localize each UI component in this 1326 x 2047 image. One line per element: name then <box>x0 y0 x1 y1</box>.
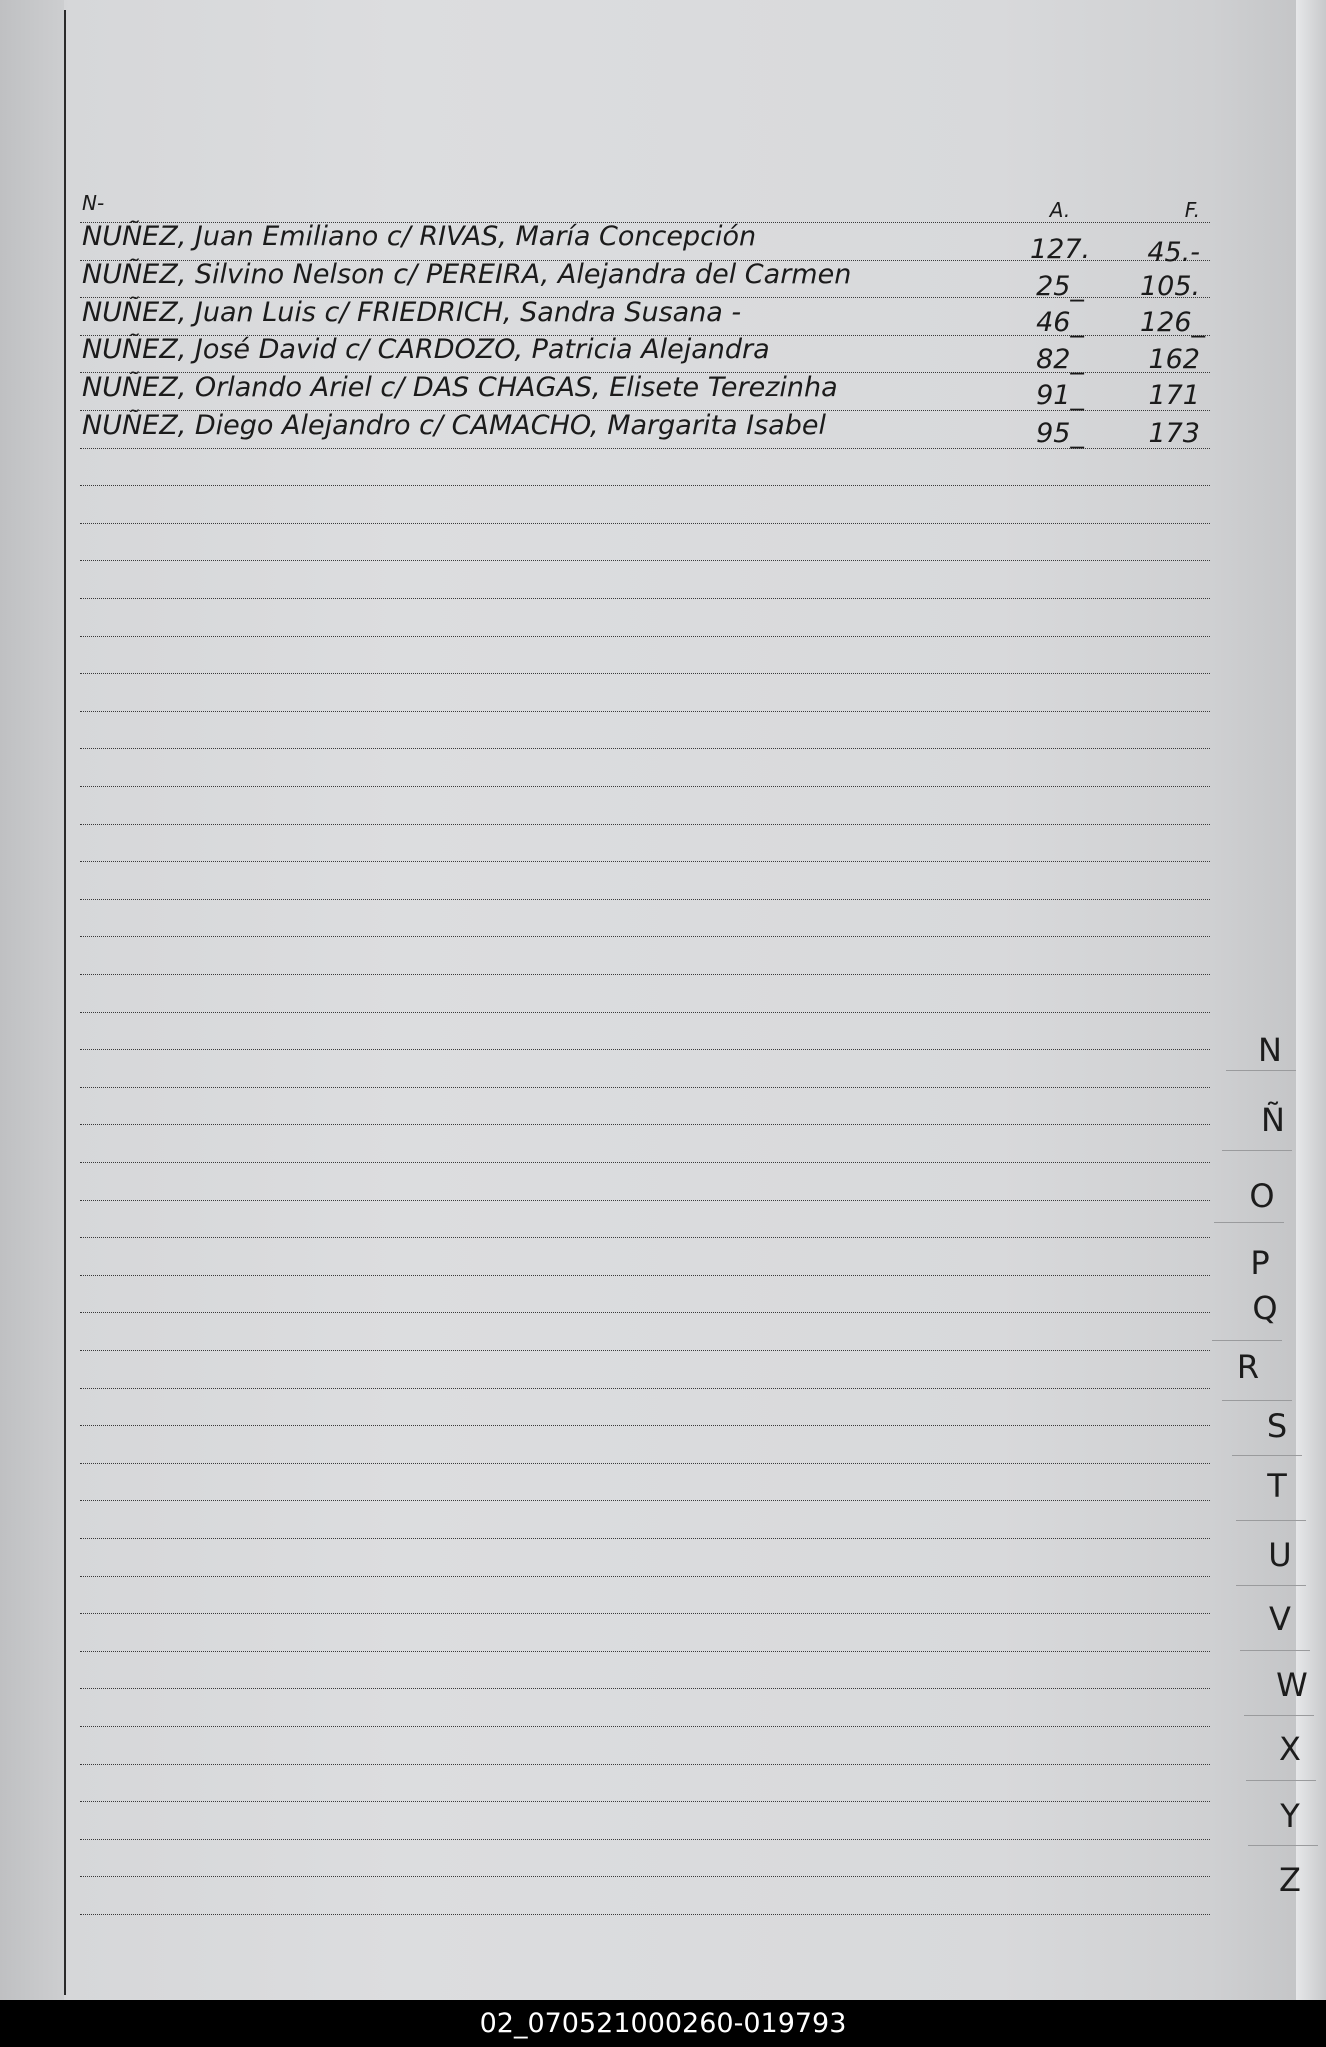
entry-f-number: 126_ <box>1140 307 1206 338</box>
ruled-line <box>80 598 1210 599</box>
ruled-line <box>80 1087 1210 1088</box>
ruled-line <box>80 1876 1210 1877</box>
ruled-line <box>80 1764 1210 1765</box>
ruled-line <box>80 1726 1210 1727</box>
ruled-line <box>80 1162 1210 1163</box>
entry-f-number: 105. <box>1140 271 1201 302</box>
ruled-line <box>80 786 1210 787</box>
index-tab-u[interactable]: U <box>1268 1536 1292 1574</box>
entry-f-number: 45.- <box>1147 237 1200 268</box>
ruled-line <box>80 899 1210 900</box>
ruled-line <box>80 1688 1210 1689</box>
index-tab-v[interactable]: V <box>1269 1600 1291 1638</box>
tab-divider <box>1240 1650 1310 1651</box>
ruled-line <box>80 861 1210 862</box>
section-letter: N- <box>82 191 105 215</box>
tab-divider <box>1244 1715 1314 1716</box>
ruled-line <box>80 1312 1210 1313</box>
page-left-margin <box>0 0 64 2000</box>
ruled-line <box>80 1275 1210 1276</box>
index-tab-enye[interactable]: Ñ <box>1261 1101 1285 1139</box>
tab-divider <box>1226 1070 1296 1071</box>
index-tab-z[interactable]: Z <box>1279 1861 1301 1899</box>
entry-a-number: 91_ <box>1036 380 1084 411</box>
ruled-line <box>80 1463 1210 1464</box>
ruled-line <box>80 1350 1210 1351</box>
entry-f-number: 173 <box>1148 418 1200 449</box>
index-tab-w[interactable]: W <box>1276 1666 1308 1704</box>
ruled-line <box>80 1425 1210 1426</box>
index-tab-n[interactable]: N <box>1258 1031 1282 1069</box>
ruled-line <box>80 560 1210 561</box>
ruled-line <box>80 1012 1210 1013</box>
tab-divider <box>1236 1585 1306 1586</box>
entry-f-number: 162 <box>1148 344 1200 375</box>
entry-a-number: 127. <box>1030 234 1091 265</box>
ruled-line <box>80 1388 1210 1389</box>
entry-name: NUÑEZ, Juan Luis c/ FRIEDRICH, Sandra Susana - <box>82 297 742 328</box>
ruled-line <box>80 1914 1210 1915</box>
ruled-line <box>80 523 1210 524</box>
ruled-line <box>80 1237 1210 1238</box>
ruled-line <box>80 485 1210 486</box>
index-tab-o[interactable]: O <box>1249 1177 1275 1215</box>
entry-a-number: 95_ <box>1036 418 1084 449</box>
ruled-line <box>80 974 1210 975</box>
index-tab-q[interactable]: Q <box>1252 1289 1278 1327</box>
column-header-a: A. <box>1049 198 1071 222</box>
index-tab-r[interactable]: R <box>1236 1348 1260 1386</box>
ruled-line <box>80 1538 1210 1539</box>
entry-a-number: 82_ <box>1036 344 1084 375</box>
tab-divider <box>1248 1845 1318 1846</box>
index-tab-t[interactable]: T <box>1267 1467 1287 1505</box>
column-header-f: F. <box>1184 198 1200 222</box>
ruled-line <box>80 636 1210 637</box>
ruled-line <box>80 1500 1210 1501</box>
tab-divider <box>1222 1400 1292 1401</box>
tab-divider <box>1232 1455 1302 1456</box>
ruled-line <box>80 824 1210 825</box>
entry-name: NUÑEZ, Diego Alejandro c/ CAMACHO, Margarita Isabel <box>82 410 826 441</box>
index-tab-p[interactable]: P <box>1250 1244 1270 1282</box>
ruled-line <box>80 1613 1210 1614</box>
entry-a-number: 25_ <box>1036 271 1084 302</box>
ruled-line <box>80 1200 1210 1201</box>
ruled-line <box>80 1576 1210 1577</box>
ruled-line <box>80 1124 1210 1125</box>
entry-a-number: 46_ <box>1036 307 1084 338</box>
entry-name: NUÑEZ, Silvino Nelson c/ PEREIRA, Alejandra del Carmen <box>82 259 852 290</box>
index-tab-x[interactable]: X <box>1279 1730 1301 1768</box>
tab-divider <box>1246 1780 1316 1781</box>
tab-divider <box>1212 1340 1282 1341</box>
ruled-line <box>80 1651 1210 1652</box>
document-code: 02_070521000260-019793 <box>479 2008 847 2039</box>
entry-name: NUÑEZ, Juan Emiliano c/ RIVAS, María Concepción <box>82 221 757 252</box>
entry-name: NUÑEZ, José David c/ CARDOZO, Patricia Alejandra <box>82 334 770 365</box>
binding-line <box>64 10 66 1995</box>
ruled-line <box>80 1801 1210 1802</box>
ruled-line <box>80 936 1210 937</box>
ruled-line <box>80 1839 1210 1840</box>
ruled-line <box>80 748 1210 749</box>
index-tab-s[interactable]: S <box>1266 1407 1288 1445</box>
ruled-line <box>80 1049 1210 1050</box>
ruled-line <box>80 711 1210 712</box>
index-tab-y[interactable]: Y <box>1280 1797 1300 1835</box>
tab-divider <box>1236 1520 1306 1521</box>
document-code-bar <box>0 2000 1326 2047</box>
tab-divider <box>1222 1150 1292 1151</box>
entry-name: NUÑEZ, Orlando Ariel c/ DAS CHAGAS, Elisete Terezinha <box>82 372 838 403</box>
tab-divider <box>1214 1222 1284 1223</box>
ruled-line <box>80 673 1210 674</box>
entry-f-number: 171 <box>1148 380 1200 411</box>
